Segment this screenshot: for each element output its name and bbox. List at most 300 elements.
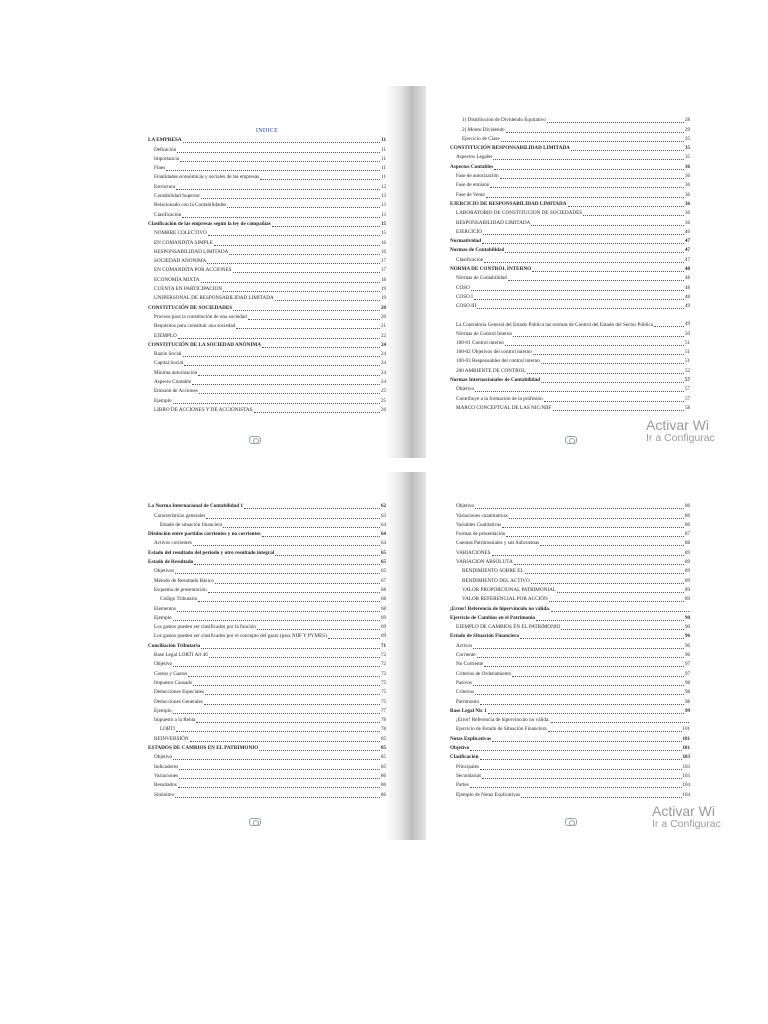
toc-entry	[450, 669, 690, 678]
toc-entry-page: 24	[381, 370, 386, 376]
toc-entry-page: 16	[381, 249, 386, 255]
toc-entry-page: 35	[685, 146, 690, 152]
toc-leader-dots	[571, 149, 684, 151]
toc-entry	[450, 762, 690, 771]
toc-entry-page: 20	[381, 305, 386, 311]
toc-entry-page: 36	[685, 201, 690, 207]
toc-leader-dots	[568, 205, 685, 207]
toc-leader-dots	[480, 703, 684, 705]
activation-watermark	[646, 418, 715, 445]
toc-entry	[450, 237, 690, 246]
toc-entry	[148, 790, 386, 799]
toc-entry	[450, 586, 690, 595]
toc-list	[148, 502, 386, 800]
toc-entry	[450, 376, 690, 385]
toc-entry-label: Pasivos	[456, 679, 472, 686]
toc-entry-label: RESPONSABILIDAD LIMITADA	[456, 219, 531, 226]
toc-entry-page: 86	[685, 504, 690, 510]
toc-entry-page: 86	[381, 783, 386, 789]
toc-entry	[148, 266, 386, 275]
toc-entry-label: Criterios de Ordenamiento	[456, 670, 512, 677]
toc-entry-label: Ejemplo	[154, 614, 172, 621]
toc-entry-label: Clasificación	[154, 211, 182, 218]
toc-entry-page: 17	[381, 268, 386, 274]
toc-entry-page: 65	[381, 569, 386, 575]
toc-leader-dots	[206, 517, 380, 519]
toc-leader-dots	[259, 749, 380, 751]
toc-entry-label: EN COMANDITA SIMPLE	[154, 239, 213, 246]
toc-entry	[148, 623, 386, 632]
toc-entry-page: 101	[682, 727, 690, 733]
toc-entry-label: Variables Cualitativas	[456, 521, 502, 528]
toc-leader-dots	[214, 244, 380, 246]
toc-entry-label: Código Tributario	[160, 596, 198, 603]
toc-entry-page: 89	[685, 550, 690, 556]
toc-leader-dots	[475, 390, 684, 392]
toc-entry-label: Principales	[456, 763, 480, 770]
toc-entry-label: Normas de Contabilidad	[450, 247, 505, 254]
toc-entry-label: Objetivo	[154, 754, 173, 761]
toc-entry-page: 58	[685, 405, 690, 411]
toc-entry-label: Razón Social	[154, 351, 182, 358]
toc-leader-dots	[262, 535, 380, 537]
toc-entry	[148, 182, 386, 191]
toc-entry-label: Fase de autorización	[456, 173, 499, 180]
toc-entry	[148, 576, 386, 585]
toc-leader-dots	[183, 141, 381, 143]
toc-entry	[450, 660, 690, 669]
toc-entry-label: Objetivo	[456, 386, 475, 393]
toc-leader-dots	[173, 619, 380, 621]
toc-entry-page: 104	[682, 792, 690, 798]
toc-entry-label: EJERCICIO DE RESPONSABILIDAD LIMITADA	[450, 200, 567, 207]
toc-entry-page: 15	[381, 221, 386, 227]
toc-entry-label: Contribuye a la formación de la profesión	[456, 395, 543, 402]
toc-entry	[450, 688, 690, 697]
toc-leader-dots	[248, 318, 380, 320]
toc-leader-dots	[480, 758, 682, 760]
toc-entry	[148, 725, 386, 734]
toc-entry	[450, 604, 690, 613]
toc-leader-dots	[177, 151, 380, 153]
toc-entry-label: Esquema de presentación	[154, 586, 207, 593]
toc-leader-dots	[654, 325, 684, 327]
toc-entry	[450, 329, 690, 338]
toc-leader-dots	[541, 381, 684, 383]
toc-entry	[450, 679, 690, 688]
toc-leader-dots	[227, 206, 380, 208]
toc-entry-label: Clasificación	[456, 256, 484, 263]
toc-entry-page: 85	[381, 746, 386, 752]
toc-entry-label: Deducciones Especiales	[154, 689, 204, 696]
toc-entry-label: 200 AMBIENTE DE CONTROL	[456, 367, 526, 374]
toc-entry-label: MARCO CONCEPTUAL DE LAS NIC/NIIF	[456, 404, 552, 411]
toc-entry-page: 64	[381, 522, 386, 528]
toc-entry-label: Aspectos Legales	[456, 154, 493, 161]
toc-entry-label: Ejemplo de Notas Explicativas	[456, 791, 521, 798]
toc-entry	[148, 632, 386, 641]
toc-entry	[148, 303, 386, 312]
toc-leader-dots	[208, 234, 380, 236]
toc-entry-label: Patrimonio	[456, 698, 480, 705]
toc-entry-page: 24	[381, 380, 386, 386]
toc-entry	[148, 716, 386, 725]
toc-entry-page: 89	[685, 560, 690, 566]
toc-entry	[450, 190, 690, 199]
toc-entry-label: Objetivo	[450, 745, 470, 752]
toc-entry-page: 13	[381, 194, 386, 200]
toc-entry	[148, 136, 386, 145]
toc-entry	[148, 229, 386, 238]
toc-entry-page: 90	[685, 615, 690, 621]
toc-entry-label: Distinción entre partidas corrientes y no corrientes	[148, 531, 261, 538]
toc-entry	[450, 707, 690, 716]
toc-entry	[450, 530, 690, 539]
toc-entry-label: ECONOMÍA MIXTA	[154, 276, 200, 283]
toc-entry-page: 89	[685, 578, 690, 584]
toc-entry	[148, 248, 386, 257]
toc-entry-label: 100-01 Control interno	[456, 339, 504, 346]
toc-entry	[148, 558, 386, 567]
toc-entry-page: 99	[685, 708, 690, 714]
toc-entry-page: 87	[685, 532, 690, 538]
toc-entry-page: 25	[381, 398, 386, 404]
toc-leader-dots	[505, 251, 684, 253]
toc-entry-label: LABORATORIO DE CONSTITUCION DE SOCIEDADES	[456, 210, 583, 217]
toc-leader-dots	[493, 158, 684, 160]
toc-entry-page: 35	[685, 136, 690, 142]
toc-entry-label: Los gastos pueden ser clasificados por la función	[154, 624, 256, 631]
toc-leader-dots	[482, 777, 681, 779]
toc-entry-label: UNIPERSONAL DE RESPONSABILIDAD LIMITADA	[154, 295, 274, 302]
toc-leader-dots	[201, 281, 380, 283]
toc-leader-dots	[477, 656, 684, 658]
toc-leader-dots	[215, 582, 380, 584]
toc-entry	[148, 762, 386, 771]
toc-entry-label: Aspectos Contables	[450, 163, 494, 170]
toc-leader-dots	[179, 768, 380, 770]
toc-leader-dots	[233, 271, 380, 273]
toc-leader-dots	[513, 335, 684, 337]
toc-entry	[148, 313, 386, 322]
toc-entry	[148, 772, 386, 781]
toc-entry-label: Fase de Venta	[456, 191, 485, 198]
toc-entry	[450, 209, 690, 218]
toc-entry-label: ¡Error! Referencia de hipervínculo no válida.	[456, 717, 550, 724]
toc-entry-page: 75	[381, 699, 386, 705]
toc-leader-dots	[193, 544, 380, 546]
toc-entry	[148, 641, 386, 650]
toc-entry-label: 2) Monto Dividendo	[462, 126, 505, 133]
toc-entry-page: 75	[381, 690, 386, 696]
toc-entry-page: 85	[381, 736, 386, 742]
toc-entry-label: Mínima autorización	[154, 369, 198, 376]
toc-leader-dots	[544, 400, 684, 402]
toc-leader-dots	[183, 355, 380, 357]
toc-entry-label: EJERCICIO	[456, 228, 482, 235]
toc-entry-page: 69	[381, 615, 386, 621]
toc-entry	[148, 511, 386, 520]
toc-leader-dots	[500, 177, 684, 179]
toc-entry-page: 103	[682, 773, 690, 779]
toc-entry-label: LIBRO DE ACCIONES Y DE ACCIONISTAS	[154, 406, 253, 413]
toc-entry	[148, 595, 386, 604]
toc-entry-page: 36	[685, 183, 690, 189]
toc-entry-label: VALOR REFERENCIAL POR ACCIÓN	[462, 596, 548, 603]
toc-list	[450, 116, 690, 413]
toc-entry-label: Sinónimo	[154, 791, 175, 798]
toc-entry-page: 11	[381, 175, 386, 181]
toc-entry	[148, 341, 386, 350]
page-number-icon	[565, 818, 577, 826]
toc-entry-page: 67	[381, 578, 386, 584]
toc-entry-page: 98	[685, 680, 690, 686]
toc-leader-dots	[506, 535, 684, 537]
toc-entry-label: Base Legal LORTI Art 46	[154, 652, 208, 659]
toc-entry-page: 85	[381, 755, 386, 761]
toc-entry	[148, 192, 386, 201]
toc-leader-dots	[477, 307, 684, 309]
toc-entry-page: 16	[381, 240, 386, 246]
toc-entry-label: Impuesto a la Renta	[154, 717, 196, 724]
toc-entry-label: Resultados	[154, 782, 177, 789]
toc-entry	[148, 396, 386, 405]
toc-entry	[450, 348, 690, 357]
toc-entry-page: 47	[685, 248, 690, 254]
toc-entry-label: Ejemplo	[154, 707, 172, 714]
toc-leader-dots	[229, 253, 380, 255]
toc-leader-dots	[490, 186, 684, 188]
toc-entry	[450, 311, 690, 329]
toc-leader-dots	[166, 169, 380, 171]
toc-leader-dots	[233, 309, 380, 311]
toc-entry-label: CONSTITUCIÓN DE LA SOCIEDAD ANÓNIMA	[148, 341, 261, 348]
toc-leader-dots	[275, 299, 380, 301]
toc-entry-label: Variaciones cuantitativas	[456, 512, 508, 519]
toc-entry-label: EN COMANDITA POR ACCIONES	[154, 267, 232, 274]
toc-entry	[450, 716, 690, 725]
toc-entry-page: 48	[685, 285, 690, 291]
toc-entry	[450, 576, 690, 585]
toc-entry-page: 65	[381, 550, 386, 556]
toc-leader-dots	[483, 233, 684, 235]
toc-entry-page: 98	[685, 690, 690, 696]
toc-entry	[450, 125, 690, 134]
toc-entry-label: SOCIEDAD ANONIMA	[154, 258, 207, 265]
toc-entry-page: 78	[381, 727, 386, 733]
toc-entry	[450, 228, 690, 237]
activation-watermark	[652, 804, 721, 831]
toc-entry	[450, 548, 690, 557]
toc-entry-label: LORTI	[160, 726, 175, 733]
toc-entry-page: 51	[685, 350, 690, 356]
toc-entry-page: 103	[682, 755, 690, 761]
toc-entry-label: RENDIMIENTO SOBRE EL	[462, 568, 524, 575]
toc-leader-dots	[223, 526, 380, 528]
toc-entry-page: 11	[381, 138, 386, 144]
toc-entry-label: Finalidades económicas y sociales de las empresas	[154, 174, 260, 181]
toc-leader-dots	[521, 796, 681, 798]
toc-entry-page: 51	[685, 340, 690, 346]
toc-entry-label: Estado de Resultado	[148, 559, 194, 566]
toc-entry-page: 101	[682, 736, 690, 742]
toc-entry-page: 64	[381, 541, 386, 547]
toc-entry-page: 50	[685, 331, 690, 337]
toc-entry-page: 36	[685, 211, 690, 217]
toc-entry-label: La Contraloría General del Estado Publica las normas de Control del Estado del Sector Pública	[456, 322, 654, 329]
toc-entry-page: 90	[685, 625, 690, 631]
toc-entry	[148, 669, 386, 678]
toc-entry	[148, 378, 386, 387]
toc-leader-dots	[583, 214, 684, 216]
toc-leader-dots	[547, 121, 684, 123]
toc-entry-label: 1) Distribución de Dividendo Equitativo	[462, 117, 546, 124]
toc-leader-dots	[471, 289, 684, 291]
toc-leader-dots	[480, 768, 681, 770]
toc-leader-dots	[488, 712, 684, 714]
toc-leader-dots	[244, 507, 380, 509]
toc-entry-label: 100-02 Objetivos del control interno	[456, 349, 532, 356]
page-index-2	[426, 86, 716, 458]
toc-leader-dots	[190, 740, 380, 742]
toc-leader-dots	[198, 600, 380, 602]
toc-entry	[450, 274, 690, 283]
toc-entry	[148, 548, 386, 557]
watermark-line-2: Ir a Configurac	[646, 432, 715, 445]
toc-leader-dots	[184, 364, 380, 366]
toc-entry-page: 69	[381, 634, 386, 640]
toc-entry-label: Conciliación Tributaria	[148, 642, 201, 649]
toc-leader-dots	[548, 730, 682, 732]
toc-entry-label: Ejercicio de Cambios en el Patrimonio	[450, 614, 536, 621]
toc-leader-dots	[275, 554, 380, 556]
toc-entry-page: 64	[381, 532, 386, 538]
toc-leader-dots	[540, 544, 684, 546]
toc-entry-label: Costos y Gastos	[154, 670, 188, 677]
toc-entry-label: EJEMPLO DE CAMBIOS EN EL PATRIMONIO	[456, 624, 561, 631]
toc-leader-dots	[505, 344, 684, 346]
toc-entry-label: Deducciones Generales	[154, 698, 203, 705]
toc-entry-label: Clasificación de las empresas según la ley de compañías	[148, 220, 271, 227]
toc-entry-label: La Norma Internacional de Contabilidad 1	[148, 503, 243, 510]
page-number-icon	[249, 818, 261, 826]
toc-entry	[450, 394, 690, 403]
toc-entry	[450, 641, 690, 650]
toc-leader-dots	[470, 749, 681, 751]
toc-leader-dots	[470, 786, 682, 788]
toc-leader-dots	[551, 721, 689, 723]
toc-entry-label: Estructura	[154, 183, 176, 190]
toc-entry-label: Los gastos pueden ser clasificados por el concepto del gasto (para NIIF Y PYMES)	[154, 633, 327, 640]
watermark-line-1: Activar Wi	[646, 417, 709, 433]
toc-entry	[148, 368, 386, 377]
toc-leader-dots	[209, 656, 380, 658]
toc-entry	[148, 521, 386, 530]
toc-entry	[450, 521, 690, 530]
toc-leader-dots	[531, 224, 684, 226]
toc-entry-page: 25	[381, 389, 386, 395]
toc-leader-dots	[192, 383, 380, 385]
toc-leader-dots	[173, 758, 380, 760]
toc-leader-dots	[501, 140, 684, 142]
toc-entry	[450, 255, 690, 264]
toc-entry	[450, 357, 690, 366]
toc-leader-dots	[178, 337, 380, 339]
toc-entry	[450, 116, 690, 125]
toc-leader-dots	[502, 526, 684, 528]
toc-entry-label: Método de Resultado Básico	[154, 577, 214, 584]
toc-entry-page: 65	[381, 560, 386, 566]
toc-entry-page: 51	[685, 359, 690, 365]
toc-entry-label: VALOR PROPORCIONAL PATRIMONIAL	[462, 586, 557, 593]
watermark-line-2: Ir a Configurac	[652, 818, 721, 831]
toc-entry-page: 36	[685, 164, 690, 170]
toc-leader-dots	[494, 168, 684, 170]
toc-entry	[450, 790, 690, 799]
toc-entry-label: EJEMPLO	[154, 332, 177, 339]
toc-entry-page: 22	[381, 333, 386, 339]
toc-leader-dots	[177, 610, 380, 612]
toc-leader-dots	[173, 402, 380, 404]
toc-leader-dots	[541, 362, 684, 364]
toc-entry-page: 104	[682, 783, 690, 789]
toc-entry-page: 72	[381, 662, 386, 668]
toc-leader-dots	[272, 225, 380, 227]
toc-entry	[450, 567, 690, 576]
toc-entry-page: 69	[381, 625, 386, 631]
toc-entry-label: Ejercicio de Clase	[462, 135, 500, 142]
toc-entry	[148, 502, 386, 511]
toc-entry	[450, 283, 690, 292]
toc-entry-label: Normatividad	[450, 238, 482, 245]
toc-list	[450, 502, 690, 800]
toc-entry-page: 86	[685, 522, 690, 528]
toc-leader-dots	[207, 262, 380, 264]
toc-leader-dots	[193, 684, 380, 686]
toc-entry-label: RENDIMIENTO DEL ACTIVO	[462, 577, 530, 584]
toc-entry-page: 15	[381, 231, 386, 237]
toc-entry	[148, 530, 386, 539]
toc-entry-label: LA EMPRESA	[148, 137, 182, 144]
toc-leader-dots	[262, 346, 380, 348]
toc-leader-dots	[176, 188, 380, 190]
toc-entry-label: 100-03 Responsables del control interno	[456, 358, 540, 365]
toc-entry	[148, 285, 386, 294]
toc-entry	[148, 257, 386, 266]
toc-entry-page: 86	[381, 792, 386, 798]
page-number-icon	[249, 436, 261, 444]
toc-entry-page: 72	[381, 671, 386, 677]
toc-entry-page: 75	[381, 680, 386, 686]
toc-entry	[148, 539, 386, 548]
toc-entry-page: 97	[685, 662, 690, 668]
toc-entry	[450, 218, 690, 227]
toc-entry-page: 85	[381, 764, 386, 770]
book-spread-top	[110, 86, 716, 458]
toc-entry	[450, 725, 690, 734]
toc-entry-page: 47	[685, 239, 690, 245]
toc-entry-page: 68	[381, 597, 386, 603]
toc-entry	[450, 265, 690, 274]
toc-leader-dots	[254, 411, 381, 413]
toc-entry-page: 46	[685, 229, 690, 235]
toc-entry-page: 96	[685, 653, 690, 659]
toc-entry-label: Normas de Control Interno	[456, 330, 513, 337]
toc-leader-dots	[199, 392, 380, 394]
toc-leader-dots	[182, 216, 380, 218]
toc-leader-dots	[532, 270, 684, 272]
toc-entry	[148, 697, 386, 706]
